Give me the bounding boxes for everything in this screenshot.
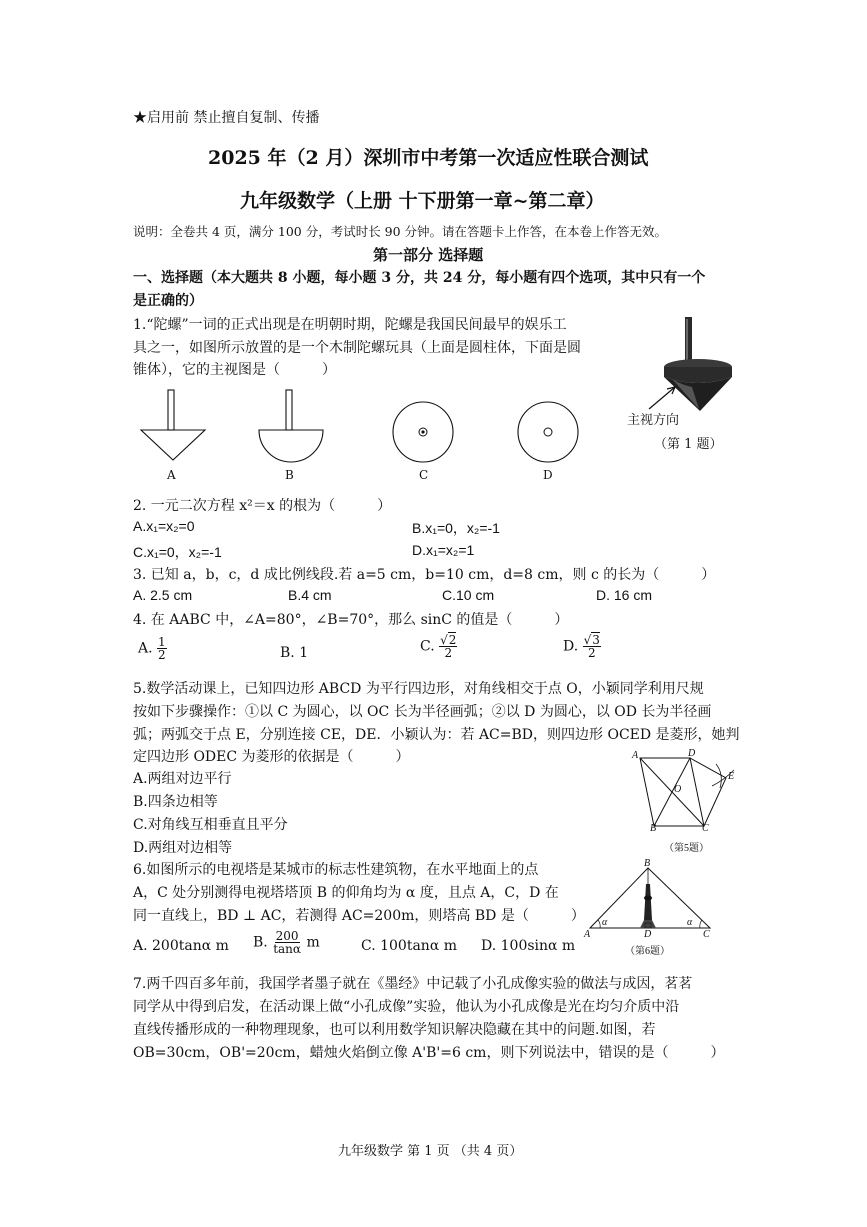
q1-line1: 1.“陀螺”一词的正式出现是在明朝时期，陀螺是我国民间最早的娱乐工: [133, 317, 567, 333]
q6-angle-alpha-right: α: [687, 917, 693, 928]
exam-instructions: 说明：全卷共 4 页，满分 100 分，考试时长 90 分钟。请在答题卡上作答，在本卷上作答无效。: [133, 224, 668, 239]
q6-point-b: B: [644, 858, 651, 869]
q5-line1: 5.数学活动课上，已知四边形 ABCD 为平行四边形，对角线相交于点 O，小颖同学利用尺规: [133, 681, 704, 697]
q5-point-d: D: [688, 748, 696, 759]
q2-option-c: C.x₁=0，x₂=-1: [133, 544, 222, 560]
q4-option-c: [420, 634, 457, 659]
q7-line1: 7.两千四百多年前，我国学者墨子就在《墨经》中记载了小孔成像实验的做法与成因，茗茗: [133, 976, 693, 992]
fraction: [272, 930, 302, 955]
q4-option-c-label: C.: [420, 638, 435, 655]
fraction-denominator: 2: [587, 646, 596, 660]
q3-option-c: C.10 cm: [442, 587, 495, 603]
q4-option-a: [138, 636, 167, 661]
q6-option-d: D. 100sinα m: [481, 938, 576, 954]
page-footer: 九年级数学 第 1 页 （共 4 页）: [338, 1144, 523, 1159]
fraction-denominator: 2: [158, 648, 166, 662]
view-direction-label: 主视方向: [627, 412, 680, 427]
q6-figure-caption: （第6题）: [625, 946, 670, 957]
q5-point-b: B: [650, 823, 657, 834]
exam-title: 2025 年（2 月）深圳市中考第一次适应性联合测试: [208, 147, 649, 169]
q7-line2: 同学从中得到启发，在活动课上做“小孔成像”实验，他认为小孔成像是光在均匀介质中沿: [133, 999, 680, 1015]
q4-option-a-label: A.: [138, 640, 153, 657]
sqrt-radicand: 2: [448, 633, 457, 647]
q3-option-a: A. 2.5 cm: [133, 587, 193, 603]
q5-option-d: D.两组对边相等: [133, 840, 233, 856]
q1-option-d-figure: [514, 400, 582, 468]
q7-line3: 直线传播形成的一种物理现象，也可以利用数学知识解决隐藏在其中的问题.如图，若: [133, 1022, 656, 1038]
fraction: [583, 634, 601, 659]
exam-subtitle: 九年级数学（上册 十下册第一章~第二章）: [240, 190, 605, 212]
fraction-numerator: 200: [275, 929, 299, 943]
q6-point-a: A: [584, 929, 591, 940]
fraction-denominator: 2: [444, 646, 453, 660]
q2-option-d: D.x₁=x₂=1: [412, 542, 475, 558]
q4-stem: 4. 在 AABC 中，∠A=80°，∠B=70°，那么 sinC 的值是（ ）: [133, 612, 569, 628]
q6-option-b-label: B.: [253, 934, 268, 951]
q1-line2: 具之一，如图所示放置的是一个木制陀螺玩具（上面是圆柱体，下面是圆: [133, 340, 581, 356]
q5-line4: 定四边形 ODEC 为菱形的依据是（ ）: [133, 749, 410, 765]
q5-option-a: A.两组对边平行: [133, 771, 232, 787]
fraction-numerator: √2: [440, 633, 457, 647]
q1-figure-caption: （第 1 题）: [654, 437, 723, 452]
q3-stem: 3. 已知 a，b，c，d 成比例线段.若 a=5 cm，b=10 cm，d=8 cm，则 c 的长为（ ）: [133, 567, 716, 583]
fraction: [439, 634, 457, 659]
q5-parallelogram-figure: [628, 748, 743, 848]
q6-option-a: A. 200tanα m: [133, 938, 229, 954]
q2-option-b: B.x₁=0，x₂=-1: [412, 520, 500, 536]
q2-option-a: A.x₁=x₂=0: [133, 518, 195, 534]
q6-option-c: C. 100tanα m: [361, 938, 458, 954]
section-instruction-line1: 一、选择题（本大题共 8 小题，每小题 3 分，共 24 分，每小题有四个选项，其中只有一个: [133, 270, 706, 286]
q1-line3: 锥体），它的主视图是（ ）: [133, 362, 336, 378]
q4-option-d: [563, 634, 601, 659]
q3-option-d: D. 16 cm: [596, 587, 653, 603]
q5-point-a: A: [632, 750, 639, 761]
q1-option-c-figure: [389, 400, 457, 468]
q6-line2: A，C 处分别测得电视塔塔顶 B 的仰角均为 α 度，且点 A，C，D 在: [133, 885, 559, 901]
q5-option-b: B.四条边相等: [133, 794, 218, 810]
q1-option-a-figure: [138, 388, 208, 463]
q7-line4: OB=30cm，OB'=20cm，蜡烛火焰倒立像 A'B'=6 cm，则下列说法中，错误的是（ ）: [133, 1045, 725, 1061]
q2-stem: 2. 一元二次方程 x²＝x 的根为（ ）: [133, 498, 392, 514]
q4-option-d-label: D.: [563, 638, 579, 655]
q1-option-c-label: C: [419, 468, 429, 482]
q6-option-b-unit: m: [306, 934, 320, 951]
q5-line2: 按如下步骤操作：①以 C 为圆心，以 OC 长为半径画弧；②以 D 为圆心，以 OD 长为半径画: [133, 704, 712, 720]
q4-option-b: B. 1: [280, 645, 309, 661]
q5-option-c: C.对角线互相垂直且平分: [133, 817, 288, 833]
q3-option-b: B.4 cm: [288, 587, 332, 603]
q6-point-c: C: [703, 929, 710, 940]
q1-option-d-label: D: [543, 468, 553, 482]
q6-angle-alpha-left: α: [602, 917, 608, 928]
q6-line3: 同一直线上，BD ⊥ AC，若测得 AC=200m，则塔高 BD 是（ ）: [133, 908, 585, 924]
section-instruction-line2: 是正确的）: [133, 293, 203, 309]
sqrt-radicand: 3: [592, 633, 600, 647]
q5-point-c: C: [702, 823, 709, 834]
q1-option-a-label: A: [167, 468, 176, 482]
q6-option-b: [253, 930, 320, 955]
q1-option-b-label: B: [285, 468, 294, 482]
q5-point-e: E: [728, 771, 735, 782]
q6-point-d: D: [644, 929, 652, 940]
fraction-numerator: 1: [158, 635, 166, 649]
q5-point-o: O: [674, 784, 682, 795]
q5-line3: 弧；两弧交于点 E，分别连接 CE，DE．小颖认为：若 AC=BD，则四边形 OCED 是菱形，她判: [133, 727, 740, 743]
q1-option-b-figure: [256, 388, 326, 463]
copy-notice: ★启用前 禁止擅自复制、传播: [133, 110, 320, 126]
q5-figure-caption: （第5题）: [664, 843, 709, 854]
fraction-numerator: √3: [583, 633, 600, 647]
part-title: 第一部分 选择题: [373, 246, 484, 264]
fraction-denominator: tanα: [273, 942, 302, 956]
q6-line1: 6.如图所示的电视塔是某城市的标志性建筑物，在水平地面上的点: [133, 862, 539, 878]
fraction: [157, 636, 167, 661]
